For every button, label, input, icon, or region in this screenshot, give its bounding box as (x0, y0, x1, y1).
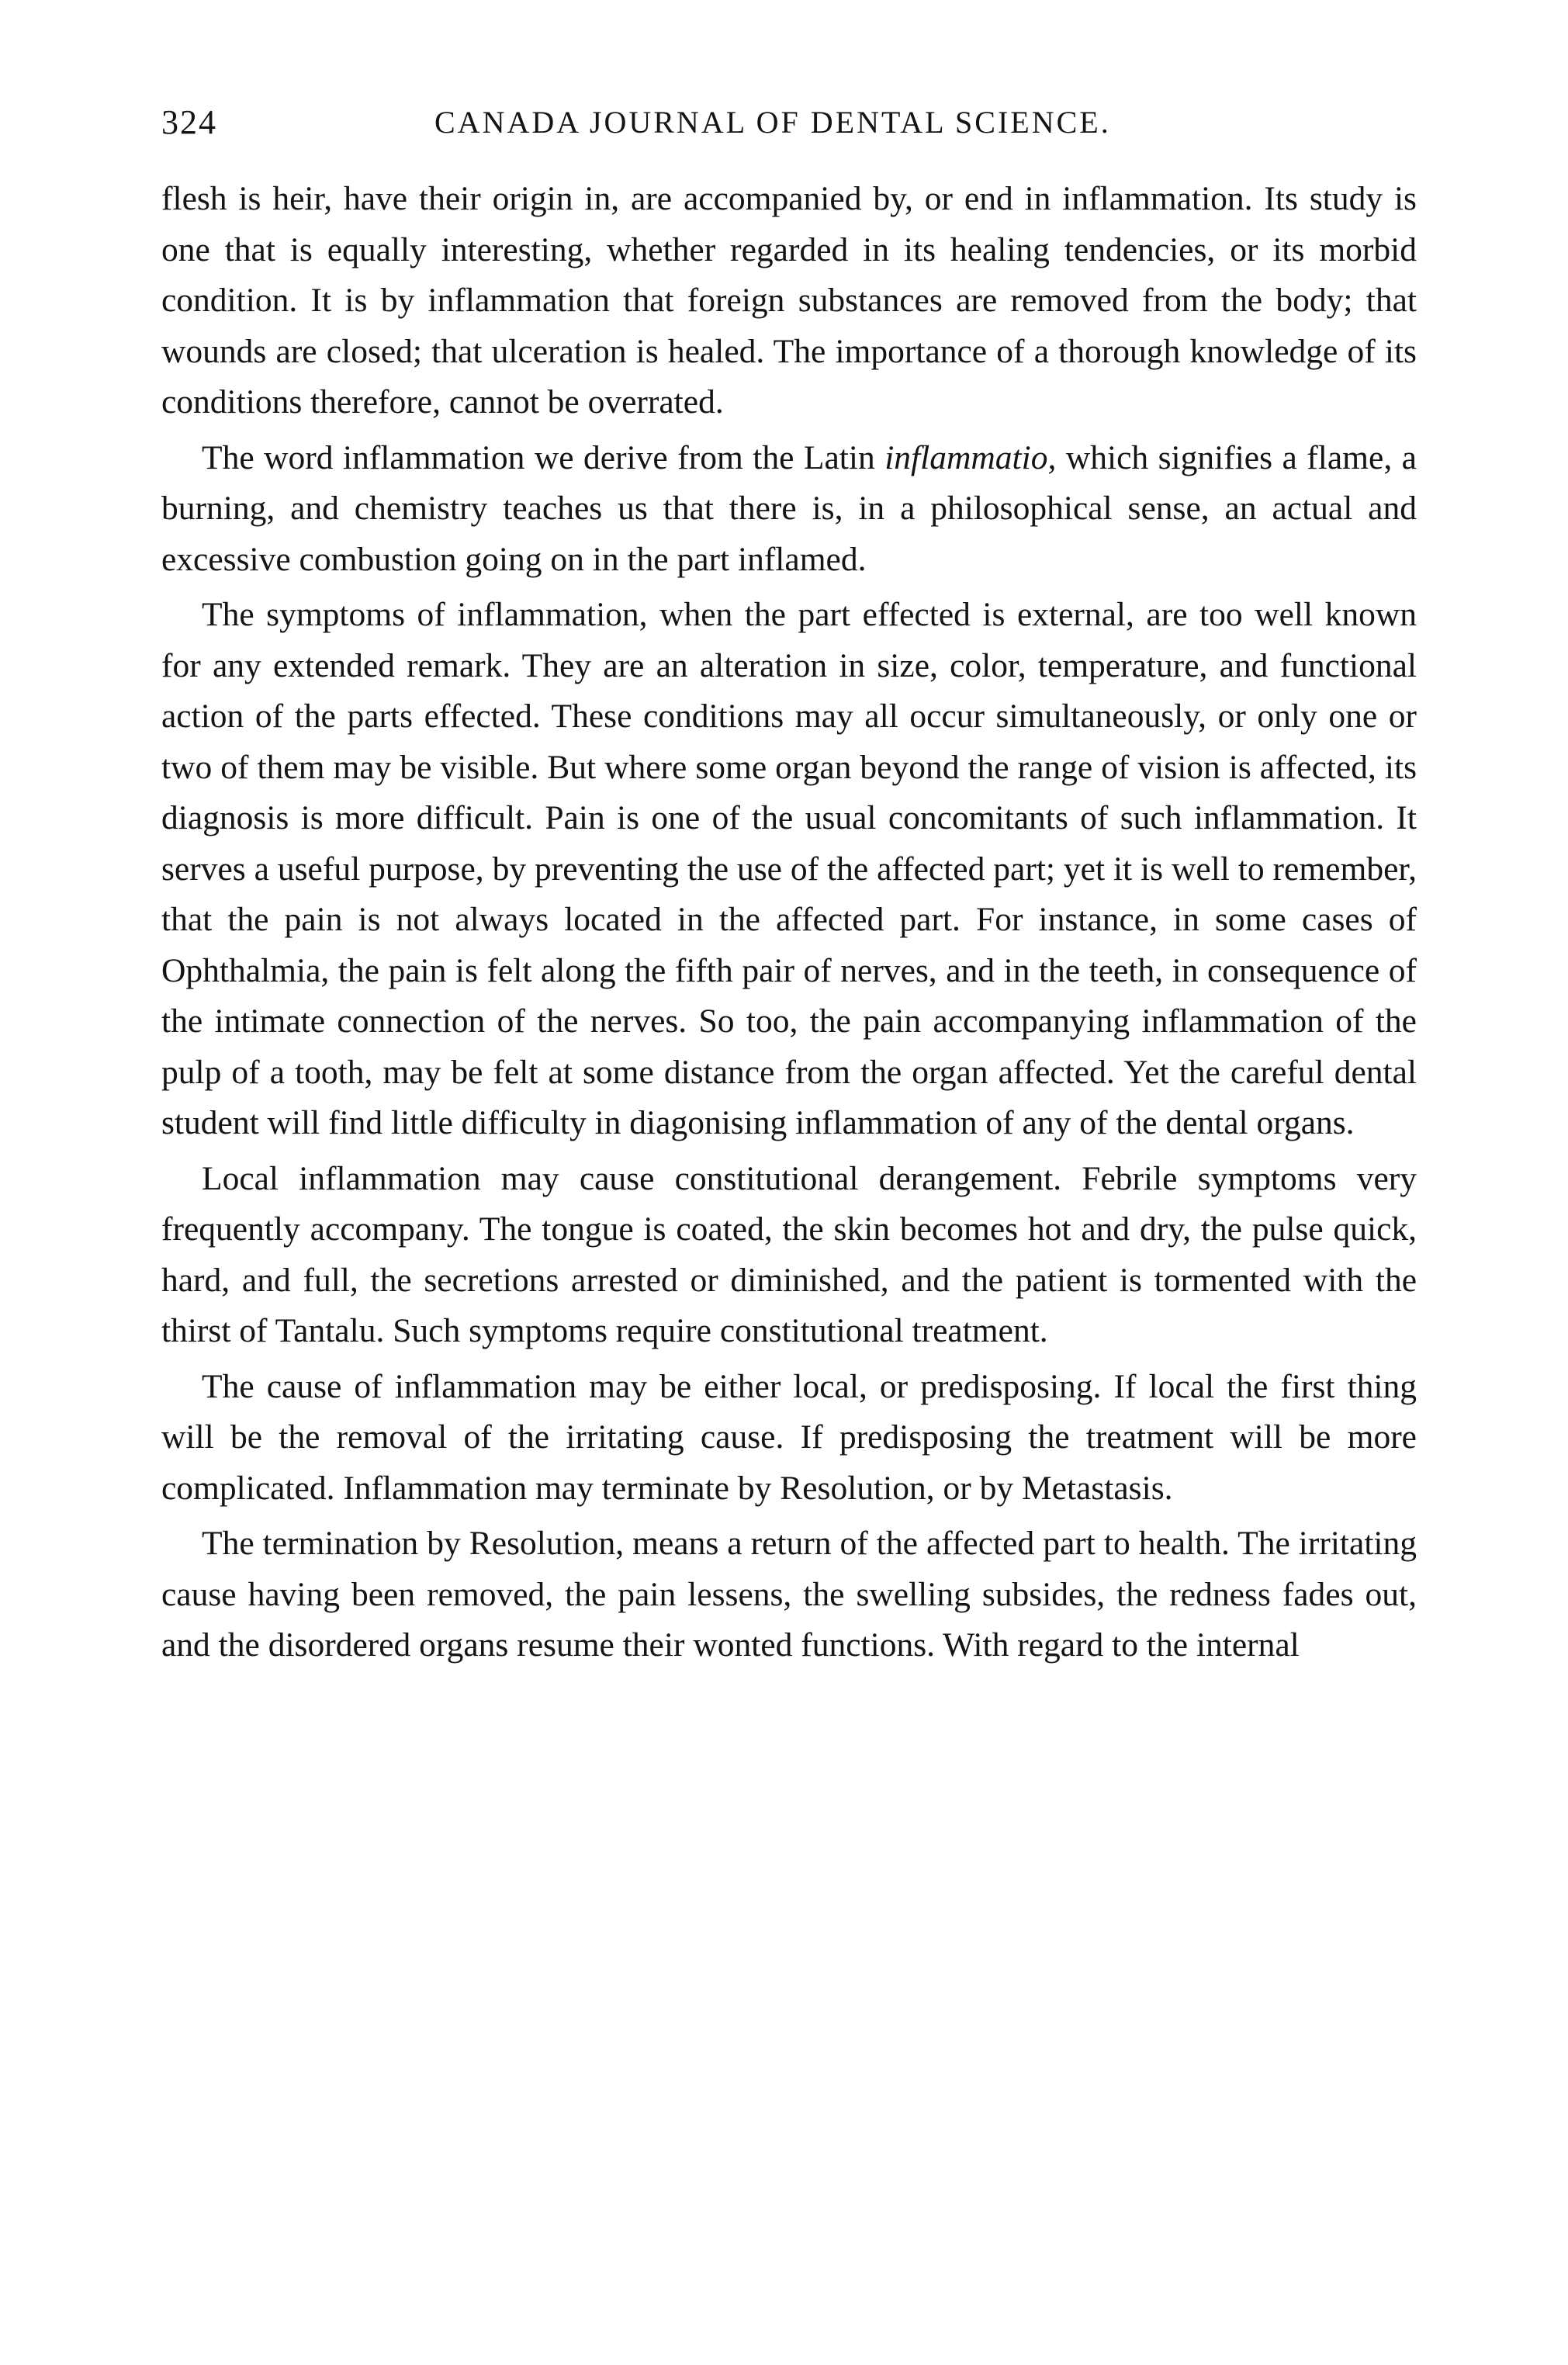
paragraph-1-text: flesh is heir, have their origin in, are accompanied by, or end in inflammation. Its study is one that is equally interesting, whether regarded in its healing tendencies, or its morbid condition. It is by inflammation that foreign substances are removed from the body; that wounds are closed; that ulceration is healed. The importance of a thorough knowledge of its conditions therefore, cannot be overrated. (161, 180, 1417, 421)
paragraph-5 (161, 1362, 1417, 1515)
paragraph-4 (161, 1154, 1417, 1357)
paragraph-2-text-after: which signifies a flame, a burning, and chemistry teaches us that there is, in a philosophical sense, an actual and excessive combustion going on in the part inflamed. (161, 438, 1417, 578)
body-text (161, 174, 1417, 1671)
paragraph-3 (161, 590, 1417, 1149)
paragraph-1 (161, 174, 1417, 428)
page-number: 324 (161, 103, 217, 141)
document-page (161, 102, 1417, 1676)
paragraph-4-text: Local inflammation may cause constitutional derangement. Febrile symptoms very frequently accompany. The tongue is coated, the skin becomes hot and dry, the pulse quick, hard, and full, the secretions arrested or diminished, and the patient is tormented with the thirst of Tantalu. Such symptoms require constitutional treatment. (161, 1159, 1417, 1349)
paragraph-6-text: The termination by Resolution, means a return of the affected part to health. The irritating cause having been removed, the pain lessens, the swelling subsides, the redness fades out, and the disordered organs resume their wonted functions. With regard to the internal (161, 1525, 1417, 1664)
paragraph-2-text-before: The word inflammation we derive from the Latin (202, 438, 885, 476)
journal-title: CANADA JOURNAL OF DENTAL SCIENCE. (434, 105, 1111, 140)
running-head (161, 102, 1417, 157)
paragraph-2 (161, 433, 1417, 586)
latin-term: inflammatio, (884, 438, 1057, 476)
paragraph-5-text: The cause of inflammation may be either local, or predisposing. If local the first thing will be the removal of the irritating cause. If predisposing the treatment will be more complicated. Inflammation may terminate by Resolution, or by Metastasis. (161, 1367, 1417, 1507)
paragraph-3-text: The symptoms of inflammation, when the part effected is external, are too well known for any extended remark. They are an alteration in size, color, temperature, and functional action of the parts effected. These conditions may all occur simultaneously, or only one or two of them may be visible. But where some organ beyond the range of vision is affected, its diagnosis is more difficult. Pain is one of the usual concomitants of such inflammation. It serves a useful purpose, by preventing the use of the affected part; yet it is well to remember, that the pain is not always located in the affected part. For instance, in some cases of Ophthalmia, the pain is felt along the fifth pair of nerves, and in the teeth, in consequence of the intimate connection of the nerves. So too, the pain accompanying inflammation of the pulp of a tooth, may be felt at some distance from the organ affected. Yet the careful dental student will find little difficulty in diagonising inflammation of any of the dental organs. (161, 596, 1417, 1141)
paragraph-6 (161, 1518, 1417, 1671)
